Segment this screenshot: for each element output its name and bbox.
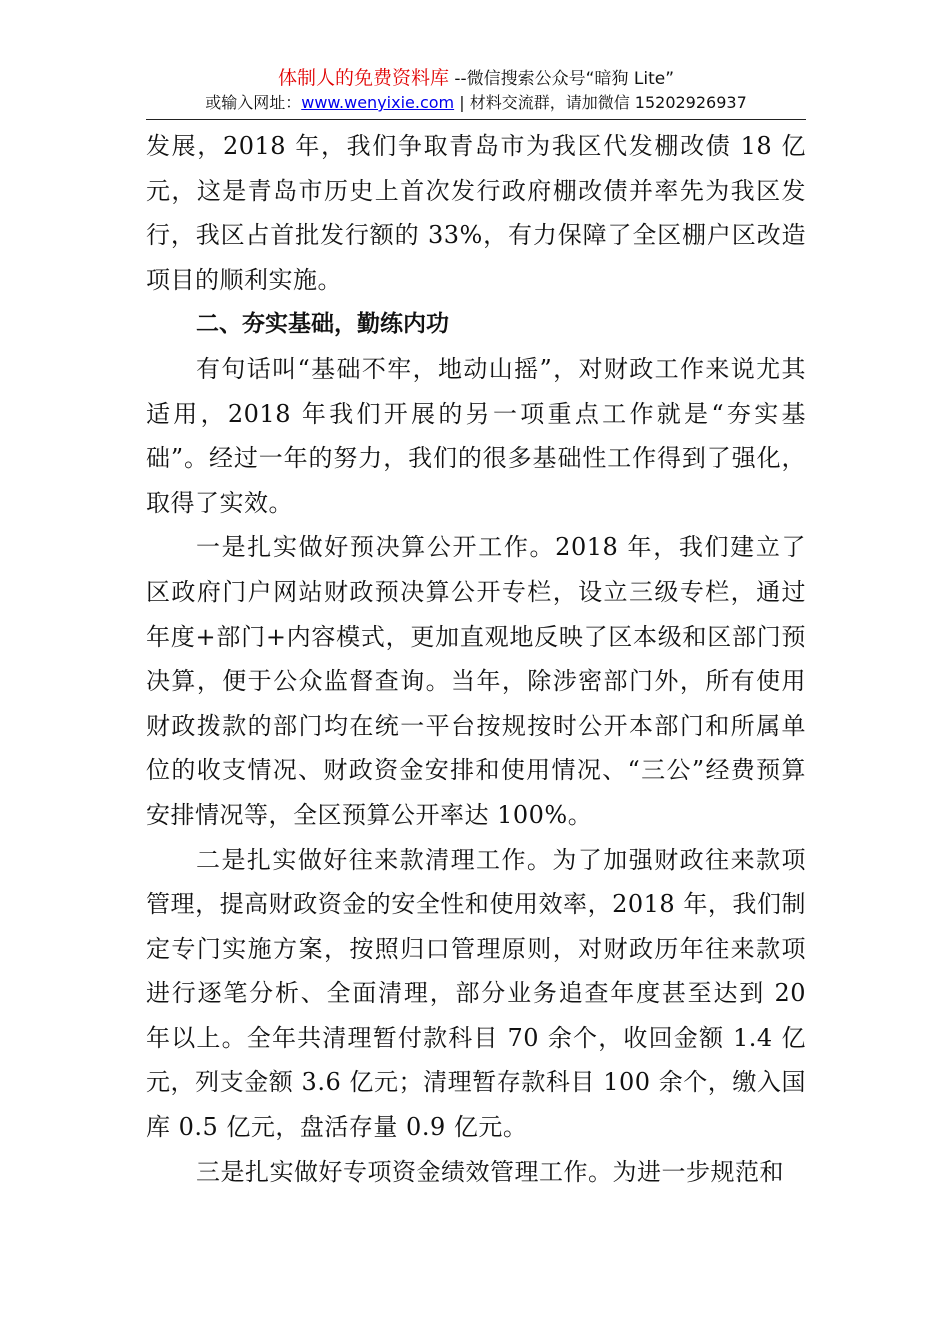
header-tagline: --微信搜索公众号“暗狗 Lite” [449,69,675,89]
header-divider [146,119,806,120]
paragraph-item-3: 三是扎实做好专项资金绩效管理工作。为进一步规范和 [196,1157,784,1186]
paragraph-continuation: 发展，2018 年，我们争取青岛市为我区代发棚改债 18 亿元，这是青岛市历史上首次发行政府棚改债并率先为我区发行，我区占首批发行额的 33%，有力保障了全区棚户区改造项目的顺利实施。 [146,132,806,294]
header-url-prefix: 或输入网址： [205,93,302,112]
header-url-suffix: | 材料交流群，请加微信 15202926937 [454,93,747,112]
header-brand: 体制人的免费资料库 [277,67,449,89]
paragraph-item-2: 二是扎实做好往来款清理工作。为了加强财政往来款项管理，提高财政资金的安全性和使用效率，2018 年，我们制定专门实施方案，按照归口管理原则，对财政历年往来款项进行逐笔分析、全面清理，部分业务追查年度甚至达到 20 年以上。全年共清理暂付款科目 70 余个，收回金额 1.4 亿元，列支金额 3.6 亿元；清理暂存款科目 100 余个，缴入国库 0.5 亿元，盘活存量 0.9 亿元。 [146,845,806,1142]
section-heading: 二、夯实基础，勤练内功 [196,311,449,338]
page-header [146,66,806,115]
paragraph-item-1: 一是扎实做好预决算公开工作。2018 年，我们建立了区政府门户网站财政预决算公开专栏，设立三级专栏，通过年度+部门+内容模式，更加直观地反映了区本级和区部门预决算，便于公众监督查询。当年，除涉密部门外，所有使用财政拨款的部门均在统一平台按规按时公开本部门和所属单位的收支情况、财政资金安排和使用情况、“三公”经费预算安排情况等，全区预算公开率达 100%。 [146,533,806,829]
header-url-link[interactable]: www.wenyixie.com [301,93,455,112]
paragraph-intro: 有句话叫“基础不牢，地动山摇”，对财政工作来说尤其适用，2018 年我们开展的另一项重点工作就是“夯实基础”。经过一年的努力，我们的很多基础性工作得到了强化，取得了实效。 [146,354,806,517]
header-line-1 [146,66,806,91]
document-body [146,124,806,1194]
header-line-2 [146,91,806,115]
